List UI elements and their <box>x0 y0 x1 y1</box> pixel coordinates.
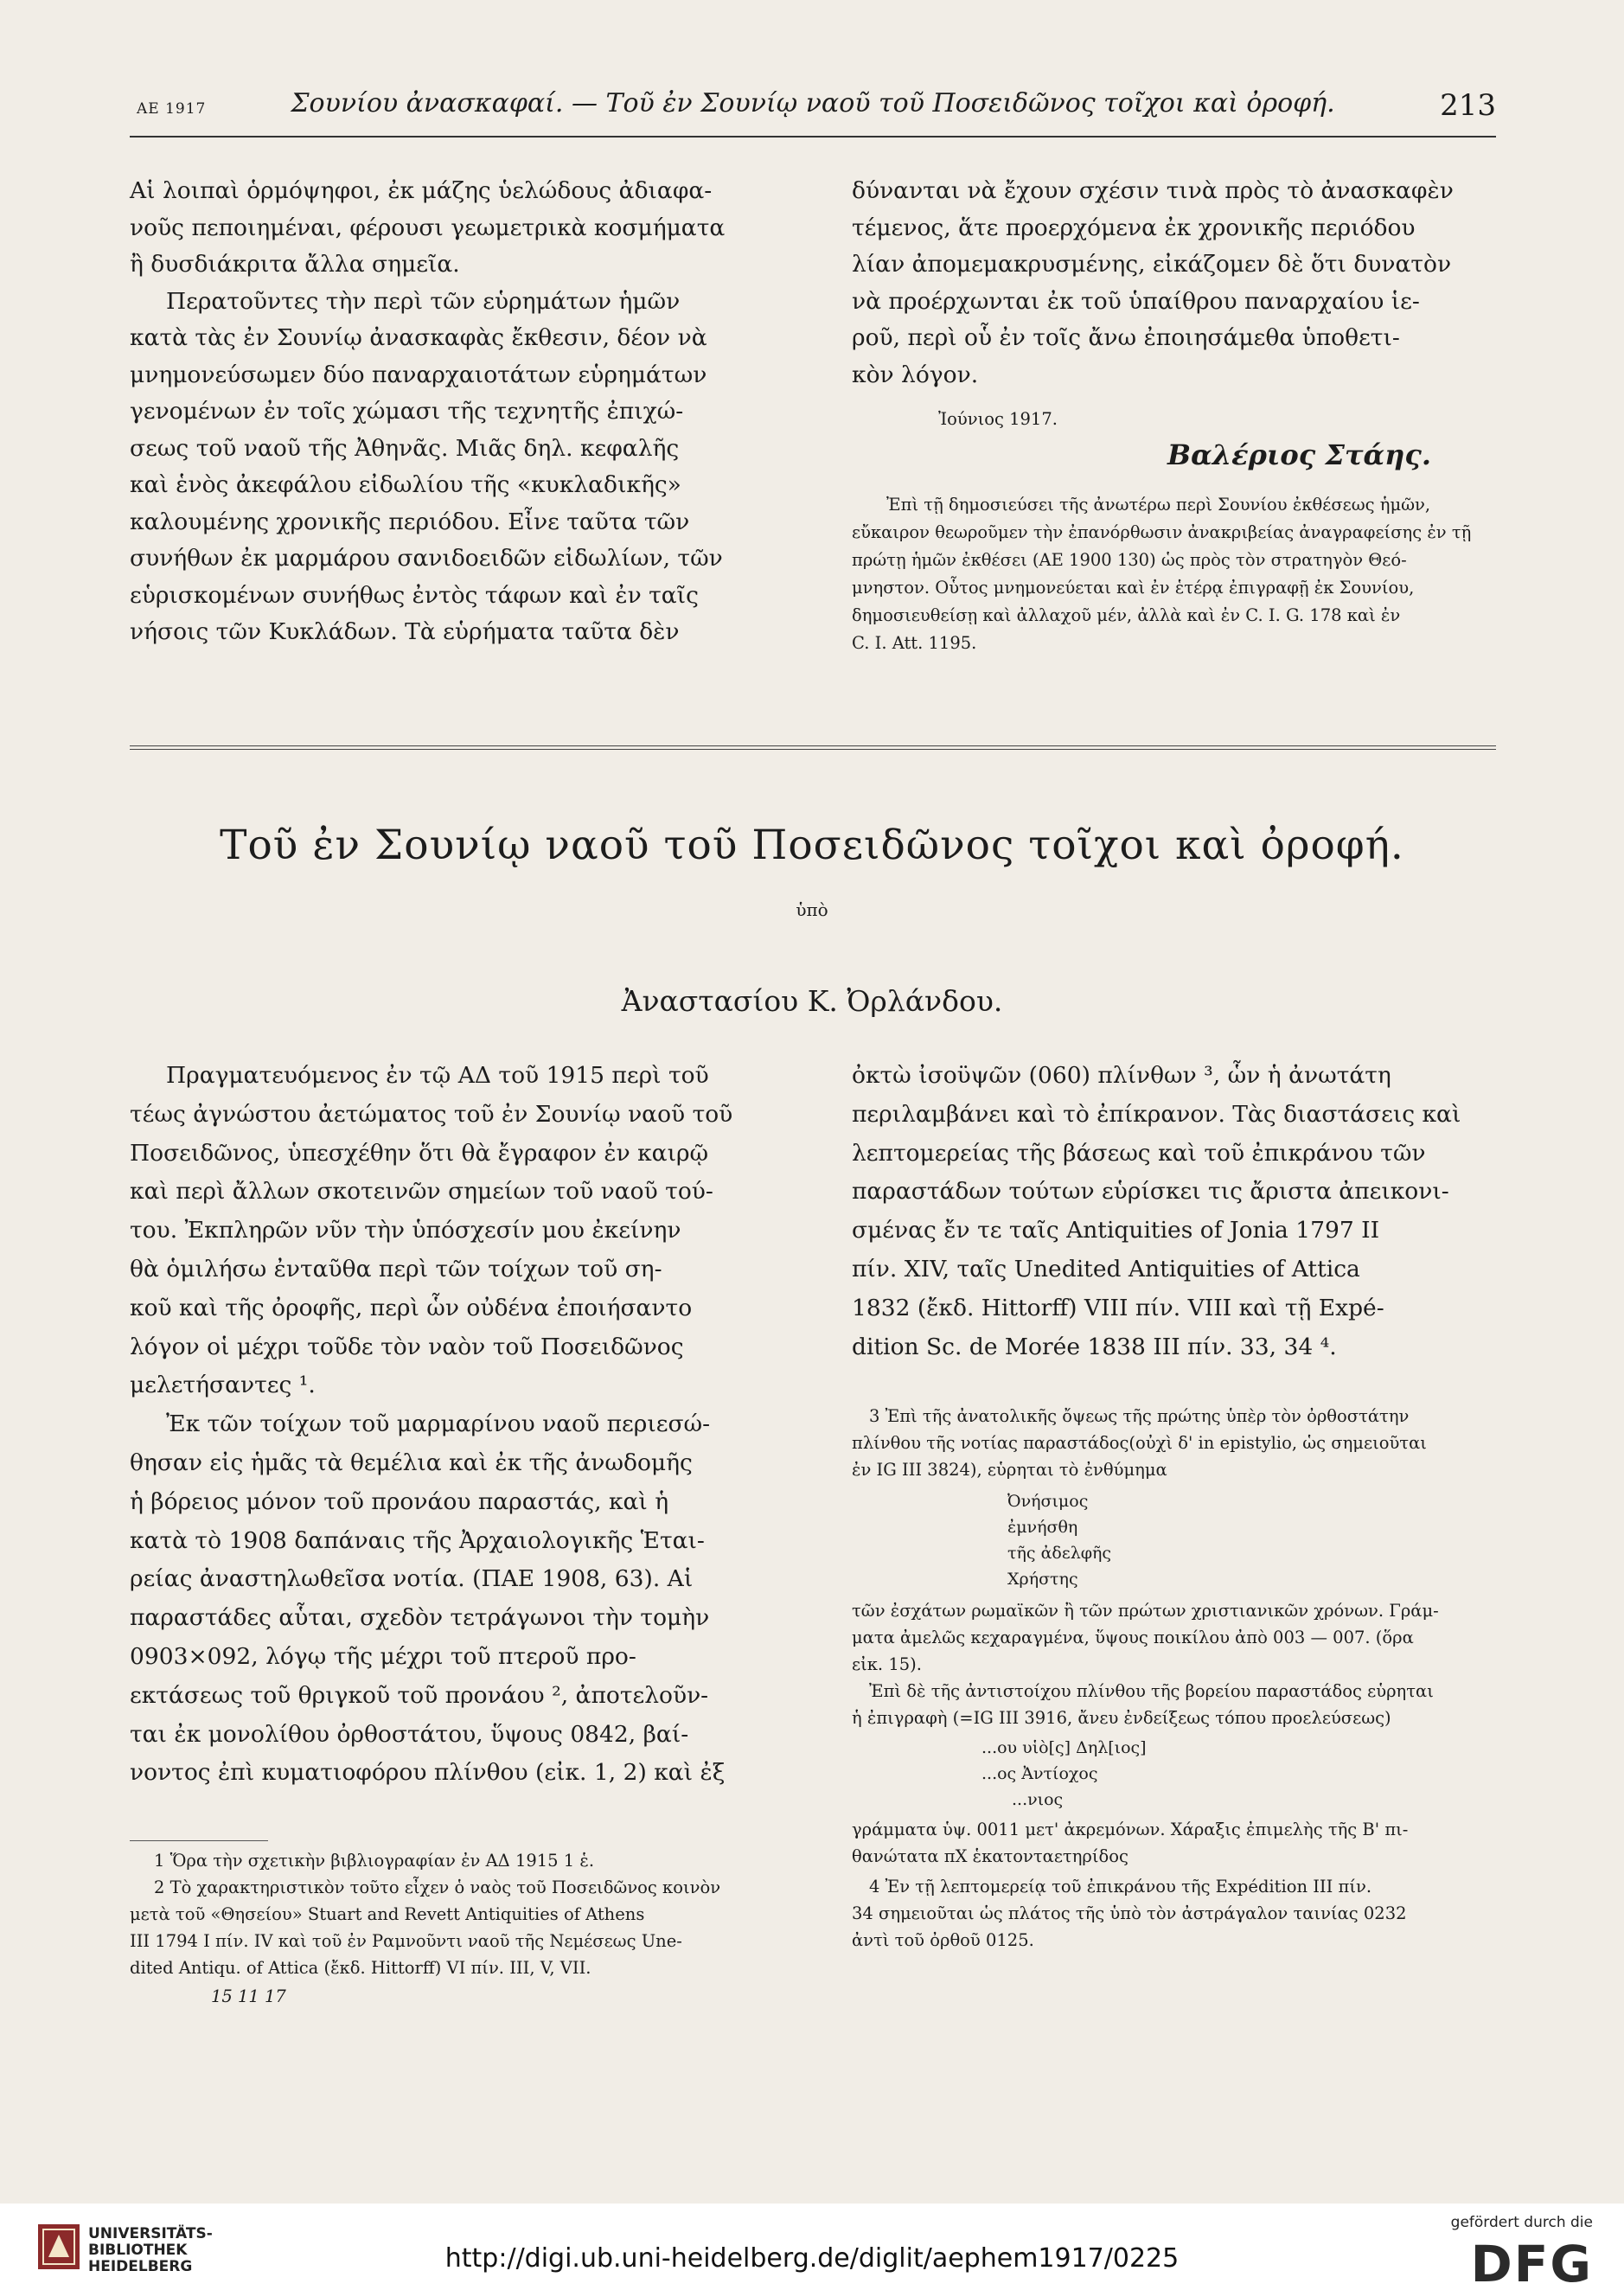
footnote-line: εἰκ. 15). <box>852 1654 922 1674</box>
header-journal-year: ΑΕ 1917 <box>137 100 207 118</box>
header-rule <box>130 136 1496 138</box>
text-line: καὶ περὶ ἄλλων σκοτεινῶν σημείων τοῦ ναοῦ τού- <box>130 1178 713 1206</box>
text-line: 1832 (ἔκδ. Hittorff) VIII πίν. VIII καὶ τῇ Expé- <box>852 1294 1384 1321</box>
text-line: ροῦ, περὶ οὗ ἐν τοῖς ἄνω ἐποιησάμεθα ὑποθετι- <box>852 324 1400 351</box>
note-block <box>852 491 1509 657</box>
text-line: ται ἐκ μονολίθου ὀρθοστάτου, ὕψους 0842, βαί- <box>130 1720 689 1748</box>
text-line: μελετήσαντες ¹. <box>130 1372 316 1399</box>
inscription-line: ...νιος <box>1012 1790 1064 1809</box>
text-line: θὰ ὁμιλήσω ἐνταῦθα περὶ τῶν τοίχων τοῦ ση- <box>130 1255 662 1283</box>
funding-note: gefördert durch die <box>1450 2214 1593 2231</box>
footnote-line: 34 σημειοῦται ὡς πλάτος τῆς ὑπὸ τὸν ἀστράγαλον ταινίας 0232 <box>852 1903 1407 1923</box>
inscription-two <box>852 1735 1509 1813</box>
inscription-line: Χρήστης <box>1007 1570 1078 1589</box>
section-rule <box>130 745 1496 746</box>
text-line: ἡ βόρειος μόνον τοῦ προνάου παραστάς, καὶ ἡ <box>130 1487 669 1515</box>
note-line: πρώτῃ ἡμῶν ἐκθέσει (ΑΕ 1900 130) ὡς πρὸς τὸν στρατηγὸν Θεό- <box>852 549 1407 570</box>
text-line: παραστάδες αὗται, σχεδὸν τετράγωνοι τὴν τομὴν <box>130 1604 710 1632</box>
date-line: Ἰούνιος 1917. <box>938 409 1058 429</box>
text-line: γενομένων ἐν τοῖς χώμασι τῆς τεχνητῆς ἐπιχώ- <box>130 398 684 425</box>
footer-bar <box>0 2204 1624 2290</box>
footnote-line: θανώτατα πX ἑκατονταετηρίδος <box>852 1846 1128 1866</box>
section-rule <box>130 749 1496 750</box>
text-line: λεπτομερείας τῆς βάσεως καὶ τοῦ ἐπικράνου τῶν <box>852 1139 1426 1167</box>
article-by: ὑπὸ <box>796 899 828 920</box>
inscription-one <box>852 1488 1509 1592</box>
text-line: δύνανται νὰ ἔχουν σχέσιν τινὰ πρὸς τὸ ἀνασκαφὲν <box>852 177 1454 204</box>
text-line: κὸν λόγον. <box>852 361 979 388</box>
footnote-line: τῶν ἐσχάτων ρωμαϊκῶν ἢ τῶν πρώτων χριστιανικῶν χρόνων. Γράμ- <box>852 1601 1439 1621</box>
footnote-line: πλίνθου τῆς νοτίας παραστάδος(οὐχὶ δ' in epistylio, ὡς σημειοῦται <box>852 1433 1427 1453</box>
text-line: κατὰ τὸ 1908 δαπάναις τῆς Ἀρχαιολογικῆς Ἑται- <box>130 1526 705 1554</box>
note-line: μνηστον. Οὗτος μνημονεύεται καὶ ἐν ἑτέρᾳ ἐπιγραφῇ ἐκ Σουνίου, <box>852 577 1415 598</box>
note-line: εὔκαιρον θεωροῦμεν τὴν ἐπανόρθωσιν ἀνακριβείας ἀναγραφείσης ἐν τῇ <box>852 521 1472 542</box>
text-line: κοῦ καὶ τῆς ὀροφῆς, περὶ ὧν οὐδένα ἐποιήσαντο <box>130 1294 693 1321</box>
text-line: λίαν ἀπομεμακρυσμένης, εἰκάζομεν δὲ ὅτι δυνατὸν <box>852 251 1452 278</box>
note-line: Ἐπὶ τῇ δημοσιεύσει τῆς ἀνωτέρω περὶ Σουνίου ἐκθέσεως ἡμῶν, <box>886 494 1431 515</box>
text-line: παραστάδων τούτων εὑρίσκει τις ἄριστα ἀπεικονι- <box>852 1178 1449 1206</box>
footnote-line: ματα ἀμελῶς κεχαραγμένα, ὕψους ποικίλου ἀπὸ 003 — 007. (ὅρα <box>852 1628 1414 1647</box>
text-line: ρείας ἀναστηλωθεῖσα νοτία. (ΠΑΕ 1908, 63). Αἱ <box>130 1565 694 1593</box>
running-header <box>130 88 1496 131</box>
signature: Βαλέριος Στάης. <box>1167 438 1431 471</box>
text-line: συνήθων ἐκ μαρμάρου σανιδοειδῶν εἰδωλίων, τῶν <box>130 545 723 572</box>
footnote-line: III 1794 I πίν. IV καὶ τοῦ ἐν Ραμνοῦντι ναοῦ τῆς Νεμέσεως Une- <box>130 1931 682 1951</box>
footnote-line: ἡ ἐπιγραφὴ (=IG III 3916, ἄνευ ἐνδείξεως τόπου προελεύσεως) <box>852 1708 1391 1728</box>
text-line: Ποσειδῶνος, ὑπεσχέθην ὅτι θὰ ἔγραφον ἐν καιρῷ <box>130 1139 709 1167</box>
text-line: dition Sc. de Morée 1838 III πίν. 33, 34 ⁴. <box>852 1333 1337 1360</box>
text-line: εκτάσεως τοῦ θριγκοῦ τοῦ προνάου ², ἀποτελοῦν- <box>130 1681 709 1709</box>
printer-mark: 15 11 17 <box>211 1986 286 2006</box>
top-right-column <box>852 173 1509 657</box>
text-line: ὀκτὼ ἰσοϋψῶν (060) πλίνθων ³, ὧν ἡ ἀνωτάτη <box>852 1062 1391 1089</box>
header-title: Σουνίου ἀνασκαφαί. — Τοῦ ἐν Σουνίῳ ναοῦ τοῦ Ποσειδῶνος τοῖχοι καὶ ὀροφή. <box>291 88 1335 118</box>
page-number: 213 <box>1440 88 1496 123</box>
text-line: Πραγματευόμενος ἐν τῷ ΑΔ τοῦ 1915 περὶ τοῦ <box>166 1062 709 1089</box>
text-line: 0903×092, λόγῳ τῆς μέχρι τοῦ πτεροῦ προ- <box>130 1642 636 1670</box>
inscription-line: ...ου υἱὸ[ς] Δηλ[ιος] <box>981 1738 1147 1757</box>
text-line: καὶ ἑνὸς ἀκεφάλου εἰδωλίου τῆς «κυκλαδικῆς» <box>130 471 681 498</box>
body-right-column <box>852 1057 1509 1366</box>
footnote-line: γράμματα ὑψ. 0011 μετ' ἀκρεμόνων. Χάραξις ἐπιμελὴς τῆς Β' πι- <box>852 1820 1409 1839</box>
text-line: νὰ προέρχωνται ἐκ τοῦ ὑπαίθρου παναρχαίου ἱε- <box>852 287 1420 315</box>
text-line: εὑρισκομένων συνήθως ἐντὸς τάφων καὶ ἐν ταῖς <box>130 581 699 609</box>
article-author: Ἀναστασίου Κ. Ὀρλάνδου. <box>621 984 1003 1018</box>
article-title: Τοῦ ἐν Σουνίῳ ναοῦ τοῦ Ποσειδῶνος τοῖχοι καὶ ὀροφή. <box>220 822 1404 869</box>
text-line: Περατοῦντες τὴν περὶ τῶν εὑρημάτων ἡμῶν <box>166 287 681 315</box>
text-line: Αἱ λοιπαὶ ὁρμόψηφοι, ἐκ μάζης ὑελώδους ἀδιαφα- <box>130 177 713 204</box>
footnotes-left <box>130 1847 783 2010</box>
library-name-line: BIBLIOTHEK <box>88 2242 188 2259</box>
text-line: νοντος ἐπὶ κυματιοφόρου πλίνθου (εἰκ. 1, 2) καὶ ἐξ <box>130 1759 726 1787</box>
footnote-line: ἀντὶ τοῦ ὀρθοῦ 0125. <box>852 1930 1034 1950</box>
text-line: πίν. XIV, ταῖς Unedited Antiquities of Attica <box>852 1255 1360 1283</box>
note-line: δημοσιευθείσῃ καὶ ἀλλαχοῦ μέν, ἀλλὰ καὶ ἐν C. I. G. 178 καὶ ἐν <box>852 604 1401 625</box>
text-line: ἢ δυσδιάκριτα ἄλλα σημεῖα. <box>130 251 460 278</box>
library-name-line: HEIDELBERG <box>88 2258 193 2275</box>
library-name-line: UNIVERSITÄTS- <box>88 2225 213 2242</box>
text-line: του. Ἐκπληρῶν νῦν τὴν ὑπόσχεσίν μου ἐκείνην <box>130 1217 681 1244</box>
text-line: Ἐκ τῶν τοίχων τοῦ μαρμαρίνου ναοῦ περιεσώ- <box>166 1410 711 1438</box>
text-line: περιλαμβάνει καὶ τὸ ἐπίκρανον. Τὰς διαστάσεις καὶ <box>852 1100 1461 1128</box>
inscription-line: τῆς ἀδελφῆς <box>1007 1544 1112 1563</box>
top-left-column <box>130 173 778 651</box>
text-line: κατὰ τὰς ἐν Σουνίῳ ἀνασκαφὰς ἔκθεσιν, δέον νὰ <box>130 324 707 351</box>
footnote-line: 3 Ἐπὶ τῆς ἀνατολικῆς ὄψεως τῆς πρώτης ὑπὲρ τὸν ὀρθοστάτην <box>869 1406 1410 1426</box>
text-line: τέως ἀγνώστου ἀετώματος τοῦ ἐν Σουνίῳ ναοῦ τοῦ <box>130 1100 733 1128</box>
inscription-line: ἐμνήσθη <box>1007 1518 1078 1537</box>
note-line: C. I. Att. 1195. <box>852 632 977 653</box>
text-line: καλουμένης χρονικῆς περιόδου. Εἶνε ταῦτα τῶν <box>130 508 690 535</box>
text-line: μνημονεύσωμεν δύο παναρχαιοτάτων εὑρημάτων <box>130 361 707 388</box>
footnote-line: ἐν IG III 3824), εὑρηται τὸ ἐνθύμημα <box>852 1460 1167 1480</box>
text-line: νοῦς πεποιημέναι, φέρουσι γεωμετρικὰ κοσμήματα <box>130 214 726 241</box>
footnote-line: 2 Τὸ χαρακτηριστικὸν τοῦτο εἶχεν ὁ ναὸς τοῦ Ποσειδῶνος κοινὸν <box>154 1877 721 1897</box>
footnote-line: Ἐπὶ δὲ τῆς ἀντιστοίχου πλίνθου τῆς βορείου παραστάδος εὑρηται <box>869 1681 1434 1701</box>
inscription-line: Ὀνήσιμος <box>1007 1492 1089 1511</box>
footnote-line: 1 Ὅρα τὴν σχετικὴν βιβλιογραφίαν ἐν ΑΔ 1915 1 ἑ. <box>154 1851 595 1871</box>
footnote-rule <box>130 1840 268 1841</box>
footnote-line: 4 Ἐν τῇ λεπτομερείᾳ τοῦ ἐπικράνου τῆς Expédition III πίν. <box>869 1877 1372 1897</box>
inscription-line: ...ος Ἀντίοχος <box>981 1764 1098 1783</box>
permalink-url[interactable]: http://digi.ub.uni-heidelberg.de/diglit/aephem1917/0225 <box>444 2243 1180 2274</box>
text-line: θησαν εἰς ἡμᾶς τὰ θεμέλια καὶ ἐκ τῆς ἀνωδομῆς <box>130 1449 693 1476</box>
dfg-logo: DFG <box>1470 2235 1593 2290</box>
footnote-line: μετὰ τοῦ «Θησείου» Stuart and Revett Antiquities of Athens <box>130 1904 645 1924</box>
text-line: νήσοις τῶν Κυκλάδων. Τὰ εὑρήματα ταῦτα δὲν <box>130 618 680 645</box>
text-line: τέμενος, ἅτε προερχόμενα ἐκ χρονικῆς περιόδου <box>852 214 1416 241</box>
text-line: σεως τοῦ ναοῦ τῆς Ἀθηνᾶς. Μιᾶς δηλ. κεφαλῆς <box>130 434 680 462</box>
text-line: σμένας ἔν τε ταῖς Antiquities of Jonia 1797 II <box>852 1217 1380 1244</box>
footnotes-right <box>852 1403 1509 1954</box>
footnote-line: dited Antiqu. of Attica (ἔκδ. Hittorff) VI πίν. III, V, VII. <box>130 1958 591 1978</box>
text-line: λόγον οἱ μέχρι τοῦδε τὸν ναὸν τοῦ Ποσειδῶνος <box>130 1333 684 1360</box>
body-left-column <box>130 1057 783 1793</box>
